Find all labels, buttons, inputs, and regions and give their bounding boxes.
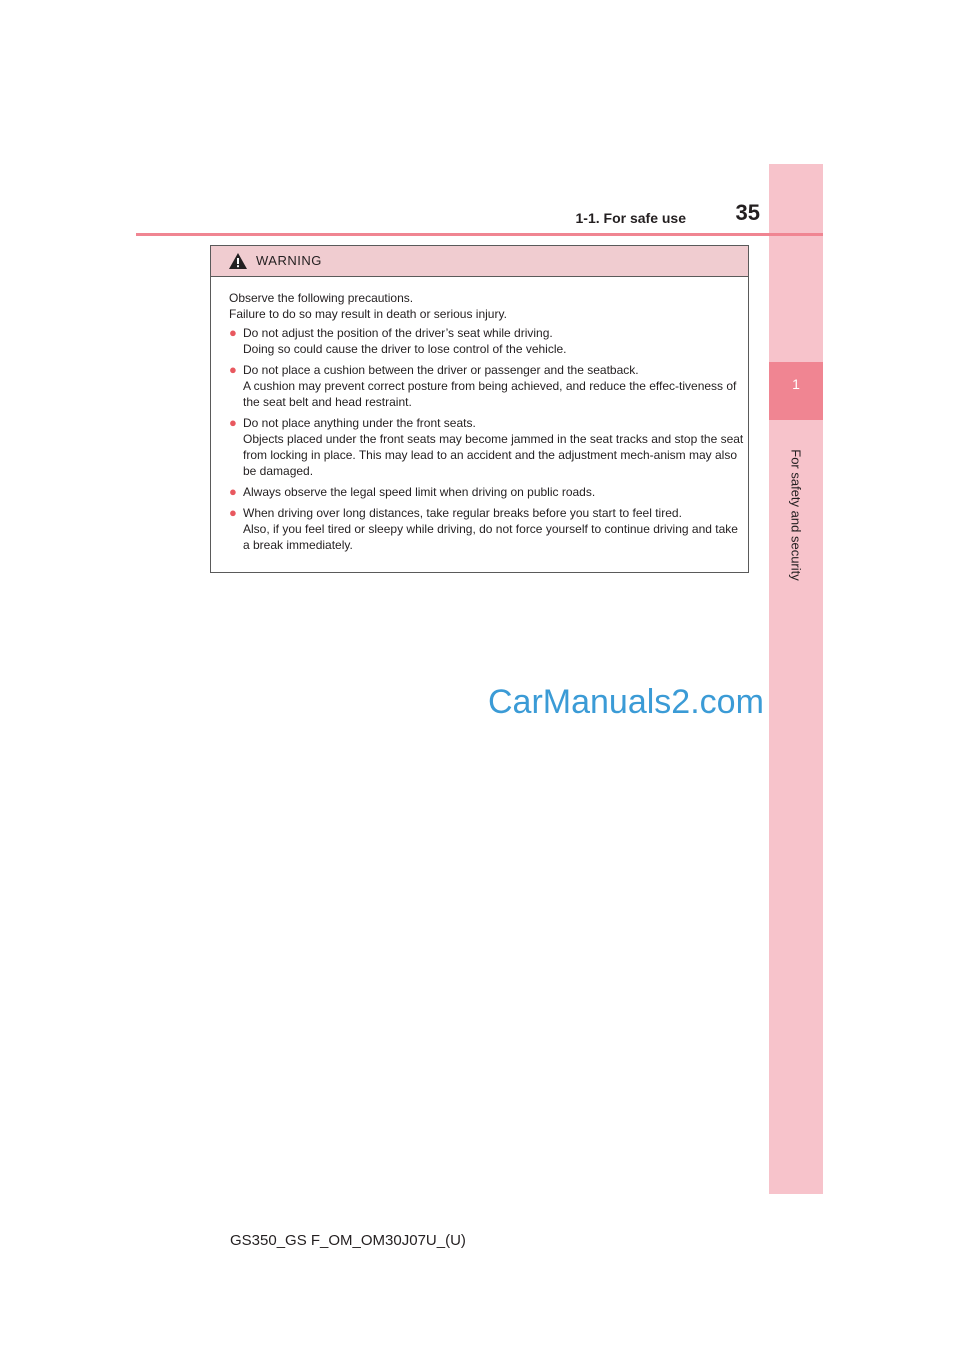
side-tab-bar	[769, 164, 823, 1194]
header-rule	[136, 233, 823, 236]
precaution-item	[229, 505, 747, 553]
precaution-item	[229, 325, 747, 357]
chapter-title-text: For safety and security	[788, 449, 804, 581]
warning-header	[211, 246, 748, 277]
warning-triangle-icon	[228, 252, 248, 270]
bullet-icon: ●	[229, 325, 237, 340]
bullet-icon: ●	[229, 362, 237, 377]
precaution-lead: Do not place anything under the front seats.	[243, 416, 476, 430]
bullet-icon: ●	[229, 505, 237, 520]
manual-code: GS350_GS F_OM_OM30J07U_(U)	[230, 1232, 466, 1249]
precaution-lead: When driving over long distances, take regular breaks before you start to feel tired.	[243, 506, 682, 520]
warning-intro	[229, 290, 747, 322]
precaution-lead: Do not place a cushion between the driver or passenger and the seatback.	[243, 363, 639, 377]
warning-body	[229, 290, 747, 558]
section-title: 1-1. For safe use	[575, 210, 686, 226]
precaution-detail: Doing so could cause the driver to lose control of the vehicle.	[243, 342, 567, 356]
intro-line: Observe the following precautions.	[229, 291, 414, 305]
precaution-item	[229, 362, 747, 410]
intro-line: Failure to do so may result in death or serious injury.	[229, 307, 507, 321]
precaution-item	[229, 415, 747, 479]
precaution-detail: A cushion may prevent correct posture from being achieved, and reduce the effec-tiveness of the seat belt and head restraint.	[243, 379, 737, 409]
precaution-list	[229, 325, 747, 553]
precaution-detail: Also, if you feel tired or sleepy while driving, do not force yourself to continue driving and take a break immediately.	[243, 522, 738, 552]
page-number: 35	[735, 200, 760, 225]
precaution-lead: Do not adjust the position of the driver’s seat while driving.	[243, 326, 553, 340]
bullet-icon: ●	[229, 484, 237, 499]
precaution-item	[229, 484, 747, 500]
precaution-lead: Always observe the legal speed limit when driving on public roads.	[243, 485, 596, 499]
watermark-logo: CarManuals2.com	[488, 683, 764, 721]
warning-box	[210, 245, 749, 573]
precaution-detail: Objects placed under the front seats may become jammed in the seat tracks and stop the seat from locking in place. This may lead to an accident and the adjustment mech-anism may also be damaged.	[243, 432, 744, 478]
warning-label: WARNING	[256, 253, 322, 268]
bullet-icon: ●	[229, 415, 237, 430]
chapter-number: 1	[792, 376, 800, 392]
